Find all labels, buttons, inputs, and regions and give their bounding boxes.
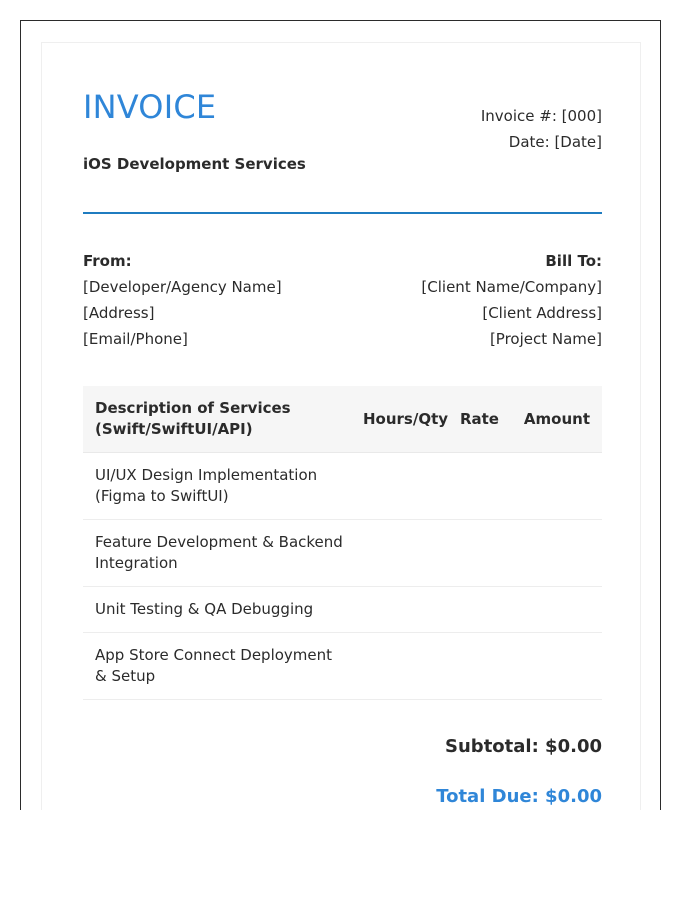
column-header-amount: Amount <box>511 386 602 453</box>
row-hours <box>355 453 451 520</box>
header-divider <box>83 212 602 214</box>
invoice-content <box>83 43 602 810</box>
from-heading: From: <box>83 252 132 270</box>
row-amount <box>511 453 602 520</box>
row-amount <box>511 633 602 700</box>
row-description: App Store Connect Deployment & Setup <box>83 633 355 700</box>
column-header-description: Description of Services (Swift/SwiftUI/API) <box>83 386 355 453</box>
row-rate <box>451 453 511 520</box>
table-row <box>83 520 602 587</box>
invoice-number: Invoice #: [000] <box>480 107 602 125</box>
totals-section <box>83 735 602 809</box>
row-amount <box>511 587 602 633</box>
page-frame <box>20 20 661 810</box>
services-table <box>83 386 602 700</box>
invoice-subtitle: iOS Development Services <box>83 155 306 173</box>
row-rate <box>451 633 511 700</box>
bill-to-block <box>342 248 602 352</box>
from-line: [Email/Phone] <box>83 330 188 348</box>
invoice-date: Date: [Date] <box>508 133 602 151</box>
services-table-wrap <box>83 386 602 700</box>
table-row <box>83 453 602 520</box>
from-line: [Address] <box>83 304 155 322</box>
row-hours <box>355 633 451 700</box>
bill-to-line: [Client Name/Company] <box>421 278 602 296</box>
invoice-title: INVOICE <box>83 88 217 126</box>
from-block <box>83 248 343 352</box>
invoice-card <box>41 42 641 810</box>
row-hours <box>355 520 451 587</box>
row-rate <box>451 587 511 633</box>
row-hours <box>355 587 451 633</box>
subtotal: Subtotal: $0.00 <box>445 736 602 757</box>
column-header-hours: Hours/Qty <box>355 386 451 453</box>
from-line: [Developer/Agency Name] <box>83 278 282 296</box>
table-header-row <box>83 386 602 453</box>
table-row <box>83 633 602 700</box>
column-header-rate: Rate <box>451 386 511 453</box>
row-rate <box>451 520 511 587</box>
total-due: Total Due: $0.00 <box>436 786 602 807</box>
row-description: Feature Development & Backend Integration <box>83 520 355 587</box>
row-description: UI/UX Design Implementation (Figma to SwiftUI) <box>83 453 355 520</box>
row-description: Unit Testing & QA Debugging <box>83 587 355 633</box>
bill-to-line: [Client Address] <box>482 304 602 322</box>
bill-to-heading: Bill To: <box>545 252 602 270</box>
bill-to-line: [Project Name] <box>489 330 602 348</box>
invoice-meta <box>481 103 602 155</box>
table-row <box>83 587 602 633</box>
row-amount <box>511 520 602 587</box>
